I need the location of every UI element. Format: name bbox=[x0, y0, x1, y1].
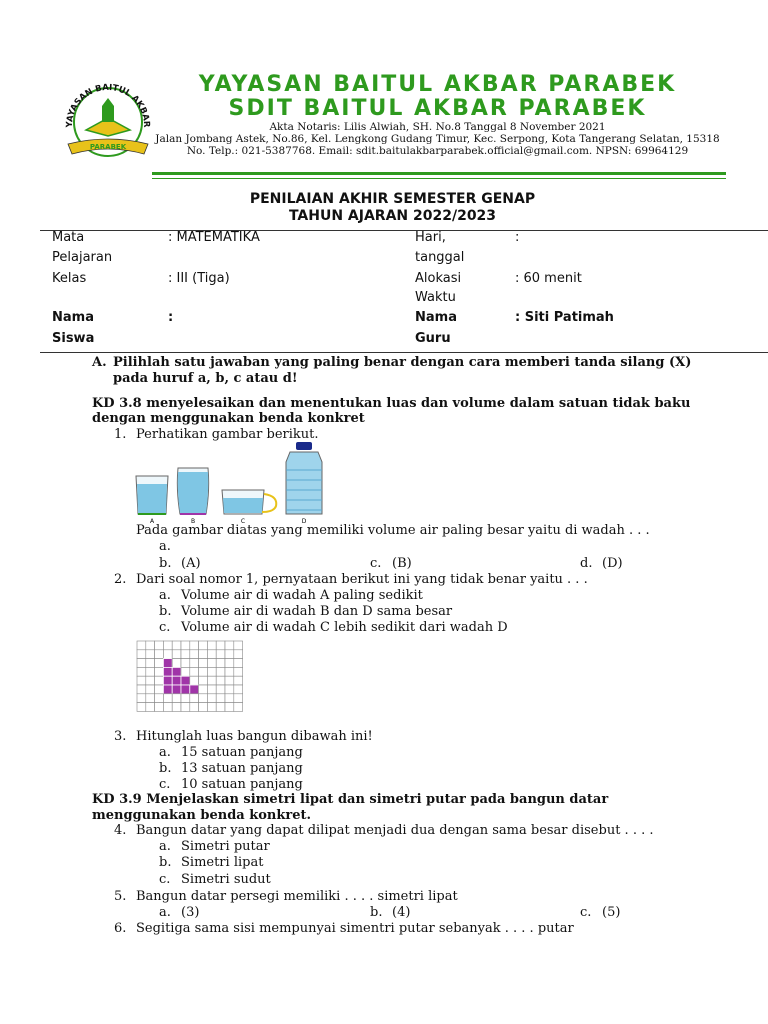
grid-cell bbox=[146, 703, 155, 712]
grid-cell bbox=[225, 641, 234, 650]
info-top-rule bbox=[40, 230, 768, 231]
nama-siswa-label-2: Siswa bbox=[52, 331, 95, 346]
grid-cell bbox=[190, 676, 199, 685]
exam-year: TAHUN AJARAN 2022/2023 bbox=[288, 208, 497, 224]
grid-cell bbox=[234, 676, 243, 685]
grid-cell bbox=[225, 659, 234, 668]
kelas-label: Kelas bbox=[52, 271, 87, 286]
grid-cell-shaded bbox=[172, 685, 181, 694]
q4-option-c-letter[interactable]: c. bbox=[159, 872, 171, 887]
grid-cell bbox=[181, 650, 190, 659]
nama-guru-label-1: Nama bbox=[415, 310, 457, 325]
grid-cell bbox=[181, 641, 190, 650]
container-a bbox=[136, 476, 168, 514]
container-label-d: D bbox=[301, 518, 307, 525]
grid-cell bbox=[190, 694, 199, 703]
q1-option-d[interactable]: (D) bbox=[602, 556, 623, 571]
grid-cell bbox=[163, 694, 172, 703]
grid-cell-shaded bbox=[163, 685, 172, 694]
grid-cell-shaded bbox=[163, 676, 172, 685]
grid-cell bbox=[190, 650, 199, 659]
grid-cell bbox=[234, 650, 243, 659]
grid-cell bbox=[216, 641, 225, 650]
kd38-line-1: KD 3.8 menyelesaikan dan menentukan luas dan volume dalam satuan tidak baku bbox=[92, 396, 691, 411]
school-logo bbox=[58, 78, 158, 160]
q4-number: 4. bbox=[114, 823, 127, 838]
container-d bbox=[286, 442, 322, 514]
grid-cell bbox=[199, 667, 208, 676]
q2-option-c-letter[interactable]: c. bbox=[159, 620, 171, 635]
grid-cell bbox=[163, 703, 172, 712]
container-label-a: A bbox=[149, 518, 155, 525]
alokasi-label-1: Alokasi bbox=[415, 271, 462, 286]
org-name-line2: SDIT BAITUL AKBAR PARABEK bbox=[228, 96, 647, 121]
q4-option-b[interactable]: Simetri lipat bbox=[181, 855, 264, 870]
grid-cell-shaded bbox=[181, 676, 190, 685]
mata-label-1: Mata bbox=[52, 230, 85, 245]
grid-cell bbox=[199, 650, 208, 659]
q1-option-c[interactable]: (B) bbox=[392, 556, 412, 571]
q2-option-a[interactable]: Volume air di wadah A paling sedikit bbox=[181, 588, 423, 603]
logo-ring-text: YAYASAN BAITUL AKBAR bbox=[64, 82, 152, 128]
grid-cell-shaded bbox=[163, 667, 172, 676]
q3-option-c[interactable]: 10 satuan panjang bbox=[181, 777, 303, 792]
header-divider-thin bbox=[152, 178, 726, 179]
grid-cell bbox=[146, 650, 155, 659]
grid-cell bbox=[190, 667, 199, 676]
q1-option-b[interactable]: (A) bbox=[181, 556, 201, 571]
grid-cell bbox=[137, 650, 146, 659]
nama-siswa-value: : bbox=[168, 310, 174, 325]
q3-option-b-letter[interactable]: b. bbox=[159, 761, 172, 776]
hari-value: : bbox=[515, 230, 520, 245]
grid-cell bbox=[234, 667, 243, 676]
grid-cell bbox=[137, 641, 146, 650]
grid-cell bbox=[181, 694, 190, 703]
q4-text: Bangun datar yang dapat dilipat menjadi dua dengan sama besar disebut . . . . bbox=[136, 823, 654, 838]
grid-cell bbox=[155, 659, 164, 668]
grid-cell bbox=[163, 650, 172, 659]
grid-cell bbox=[234, 694, 243, 703]
grid-cell bbox=[199, 676, 208, 685]
grid-cell bbox=[172, 694, 181, 703]
grid-cell bbox=[155, 703, 164, 712]
grid-cell bbox=[225, 650, 234, 659]
grid-cell-shaded bbox=[163, 659, 172, 668]
address-line-2: Jalan Jombang Astek, No.86, Kel. Lengkong Gudang Timur, Kec. Serpong, Kota Tangerang Selatan, 15318 bbox=[155, 133, 720, 145]
grid-cell bbox=[207, 650, 216, 659]
grid-cell-shaded bbox=[172, 667, 181, 676]
grid-cell bbox=[146, 667, 155, 676]
grid-cell bbox=[146, 685, 155, 694]
container-label-b: B bbox=[190, 518, 196, 525]
alokasi-label-2: Waktu bbox=[415, 290, 456, 305]
grid-cell bbox=[137, 685, 146, 694]
grid-cell bbox=[155, 685, 164, 694]
q4-option-a-letter[interactable]: a. bbox=[159, 839, 171, 854]
grid-cell bbox=[225, 667, 234, 676]
grid-cell bbox=[155, 650, 164, 659]
grid-cell bbox=[181, 703, 190, 712]
q3-option-c-letter[interactable]: c. bbox=[159, 777, 171, 792]
grid-cell-shaded bbox=[190, 685, 199, 694]
q1-option-a[interactable]: a. bbox=[159, 539, 171, 554]
grid-cell bbox=[137, 703, 146, 712]
grid-cell bbox=[137, 694, 146, 703]
grid-cell bbox=[190, 641, 199, 650]
q1-prompt: Pada gambar diatas yang memiliki volume air paling besar yaitu di wadah . . . bbox=[136, 523, 650, 538]
grid-cell bbox=[155, 676, 164, 685]
q3-text: Hitunglah luas bangun dibawah ini! bbox=[136, 729, 373, 744]
grid-cell bbox=[225, 694, 234, 703]
grid-cell bbox=[207, 667, 216, 676]
grid-cell bbox=[207, 694, 216, 703]
grid-cell bbox=[137, 676, 146, 685]
grid-cell bbox=[181, 659, 190, 668]
kd39-line-1: KD 3.9 Menjelaskan simetri lipat dan simetri putar pada bangun datar bbox=[92, 792, 609, 807]
q1-text: Perhatikan gambar berikut. bbox=[136, 427, 319, 442]
q1-containers-figure bbox=[130, 440, 330, 526]
nama-guru-value: : Siti Patimah bbox=[515, 310, 614, 325]
nama-guru-label-2: Guru bbox=[415, 331, 451, 346]
q2-number: 2. bbox=[114, 572, 127, 587]
q1-option-b-letter[interactable]: b. bbox=[159, 556, 172, 571]
mata-value: : MATEMATIKA bbox=[168, 230, 260, 245]
q5-option-b[interactable]: (4) bbox=[392, 905, 411, 920]
kd38-line-2: dengan menggunakan benda konkret bbox=[92, 411, 365, 426]
q5-text: Bangun datar persegi memiliki . . . . simetri lipat bbox=[136, 889, 458, 904]
q2-option-a-letter[interactable]: a. bbox=[159, 588, 171, 603]
grid-cell bbox=[163, 641, 172, 650]
grid-cell bbox=[234, 641, 243, 650]
q5-option-c-letter[interactable]: c. bbox=[580, 905, 592, 920]
logo-banner-text: PARABEK bbox=[89, 143, 127, 151]
q3-option-b[interactable]: 13 satuan panjang bbox=[181, 761, 303, 776]
grid-cell-shaded bbox=[181, 685, 190, 694]
grid-cell bbox=[172, 659, 181, 668]
alokasi-value: : 60 menit bbox=[515, 271, 582, 286]
grid-cell bbox=[190, 659, 199, 668]
grid-cell bbox=[225, 676, 234, 685]
q6-text: Segitiga sama sisi mempunyai simentri putar sebanyak . . . . putar bbox=[136, 921, 574, 936]
q4-option-c[interactable]: Simetri sudut bbox=[181, 872, 271, 887]
container-b bbox=[177, 468, 208, 514]
section-a-marker: A. bbox=[92, 355, 107, 370]
q5-option-a-letter[interactable]: a. bbox=[159, 905, 171, 920]
grid-cell bbox=[207, 703, 216, 712]
grid-cell bbox=[146, 676, 155, 685]
q2-option-b[interactable]: Volume air di wadah B dan D sama besar bbox=[181, 604, 453, 619]
grid-cell bbox=[172, 641, 181, 650]
q2-option-b-letter[interactable]: b. bbox=[159, 604, 172, 619]
header-divider bbox=[152, 172, 726, 175]
q3-option-a[interactable]: 15 satuan panjang bbox=[181, 745, 303, 760]
q4-option-a[interactable]: Simetri putar bbox=[181, 839, 270, 854]
grid-cell bbox=[172, 650, 181, 659]
exam-title: PENILAIAN AKHIR SEMESTER GENAP bbox=[249, 191, 536, 207]
q2-option-c[interactable]: Volume air di wadah C lebih sedikit dari wadah D bbox=[181, 620, 508, 635]
address-line-1: Akta Notaris: Lilis Alwiah, SH. No.8 Tanggal 8 November 2021 bbox=[269, 121, 606, 133]
grid-cell bbox=[207, 676, 216, 685]
grid-cell bbox=[146, 659, 155, 668]
grid-cell bbox=[137, 667, 146, 676]
grid-cell bbox=[216, 676, 225, 685]
grid-cell bbox=[137, 659, 146, 668]
grid-cell bbox=[199, 694, 208, 703]
grid-cell bbox=[199, 659, 208, 668]
address-line-3: No. Telp.: 021-5387768. Email: sdit.baitulakbarparabek.official@gmail.com. NPSN: 69964129 bbox=[186, 145, 689, 157]
mata-label-2: Pelajaran bbox=[52, 250, 113, 265]
grid-cell bbox=[155, 694, 164, 703]
grid-cell bbox=[207, 641, 216, 650]
grid-cell bbox=[190, 703, 199, 712]
grid-cell bbox=[216, 685, 225, 694]
grid-cell bbox=[172, 703, 181, 712]
grid-cell bbox=[199, 641, 208, 650]
grid-cell bbox=[216, 694, 225, 703]
info-bottom-rule bbox=[40, 352, 768, 353]
q5-option-c[interactable]: (5) bbox=[602, 905, 621, 920]
grid-cell bbox=[234, 703, 243, 712]
q3-option-a-letter[interactable]: a. bbox=[159, 745, 171, 760]
grid-cell bbox=[216, 659, 225, 668]
grid-cell bbox=[146, 694, 155, 703]
grid-cell bbox=[225, 703, 234, 712]
grid-cell bbox=[216, 703, 225, 712]
q4-option-b-letter[interactable]: b. bbox=[159, 855, 172, 870]
q5-option-a[interactable]: (3) bbox=[181, 905, 200, 920]
q5-number: 5. bbox=[114, 889, 127, 904]
grid-cell bbox=[155, 641, 164, 650]
grid-cell bbox=[216, 650, 225, 659]
kd39-line-2: menggunakan benda konkret. bbox=[92, 808, 312, 823]
grid-cell bbox=[199, 703, 208, 712]
q3-number: 3. bbox=[114, 729, 127, 744]
org-name-line1: YAYASAN BAITUL AKBAR PARABEK bbox=[198, 72, 677, 97]
hari-label-2: tanggal bbox=[415, 250, 465, 265]
container-c bbox=[222, 490, 276, 514]
kelas-value: : III (Tiga) bbox=[168, 271, 230, 286]
section-a-instruction-1: Pilihlah satu jawaban yang paling benar dengan cara memberi tanda silang (X) bbox=[113, 355, 692, 370]
nama-siswa-label-1: Nama bbox=[52, 310, 94, 325]
grid-cell bbox=[225, 685, 234, 694]
grid-cell bbox=[234, 685, 243, 694]
grid-cell bbox=[207, 685, 216, 694]
q5-option-b-letter[interactable]: b. bbox=[370, 905, 383, 920]
hari-label-1: Hari, bbox=[415, 230, 446, 245]
grid-cell bbox=[181, 667, 190, 676]
grid-cell bbox=[216, 667, 225, 676]
grid-cell bbox=[199, 685, 208, 694]
grid-cell bbox=[234, 659, 243, 668]
q2-text: Dari soal nomor 1, pernyataan berikut ini yang tidak benar yaitu . . . bbox=[136, 572, 588, 587]
q3-grid-figure bbox=[136, 640, 243, 731]
q6-number: 6. bbox=[114, 921, 127, 936]
q1-option-d-letter[interactable]: d. bbox=[580, 556, 593, 571]
q1-number: 1. bbox=[114, 427, 127, 442]
grid-cell bbox=[155, 667, 164, 676]
grid-cell bbox=[207, 659, 216, 668]
grid-cell bbox=[146, 641, 155, 650]
q1-option-c-letter[interactable]: c. bbox=[370, 556, 382, 571]
section-a-instruction-2: pada huruf a, b, c atau d! bbox=[113, 371, 298, 386]
grid-cell-shaded bbox=[172, 676, 181, 685]
container-label-c: C bbox=[240, 518, 246, 525]
